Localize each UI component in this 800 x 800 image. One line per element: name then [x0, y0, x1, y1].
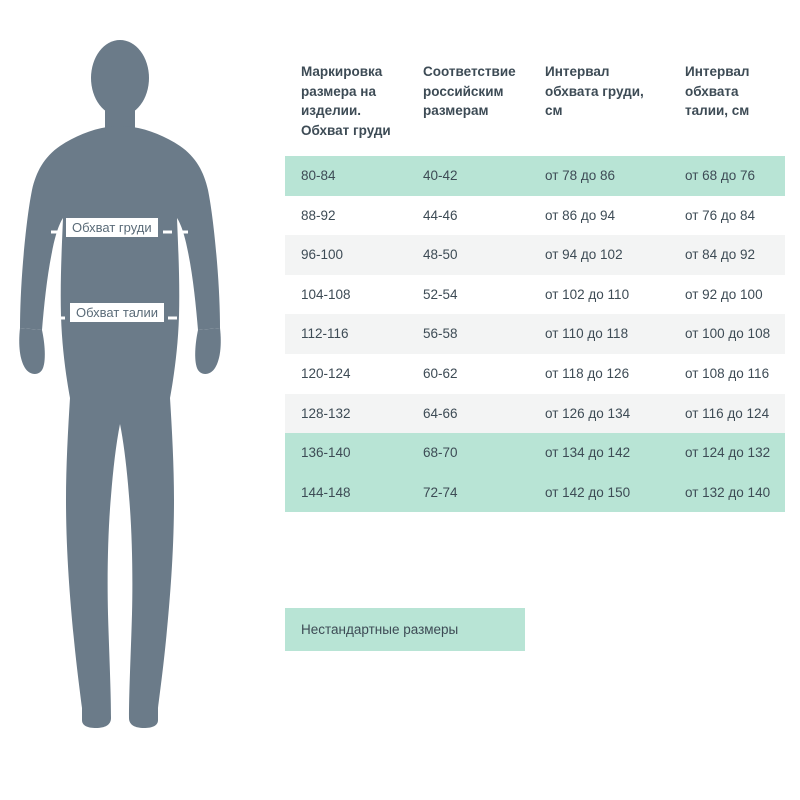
- size-table-wrapper: [285, 62, 785, 512]
- column-header-marking: Маркировка размера на изделии. Обхват груди: [301, 64, 391, 138]
- cell-chest-range: от 142 до 150: [529, 473, 669, 513]
- cell-chest-range: от 86 до 94: [529, 196, 669, 236]
- table-row: [285, 275, 785, 315]
- cell-marking: 80-84: [285, 156, 407, 196]
- size-table-body: [285, 156, 785, 512]
- cell-russian-size: 60-62: [407, 354, 529, 394]
- cell-russian-size: 72-74: [407, 473, 529, 513]
- cell-marking: 96-100: [285, 235, 407, 275]
- cell-marking: 120-124: [285, 354, 407, 394]
- size-table: [285, 62, 785, 512]
- cell-waist-range: от 92 до 100: [669, 275, 785, 315]
- waist-measure-label: Обхват талии: [70, 303, 164, 322]
- cell-waist-range: от 132 до 140: [669, 473, 785, 513]
- cell-russian-size: 68-70: [407, 433, 529, 473]
- male-body-silhouette-icon: [8, 30, 248, 730]
- cell-chest-range: от 78 до 86: [529, 156, 669, 196]
- cell-waist-range: от 100 до 108: [669, 314, 785, 354]
- nonstandard-sizes-note: Нестандартные размеры: [285, 608, 525, 651]
- cell-marking: 128-132: [285, 394, 407, 434]
- cell-waist-range: от 76 до 84: [669, 196, 785, 236]
- column-header-chest-range: Интервал обхвата груди, см: [545, 64, 644, 119]
- cell-russian-size: 48-50: [407, 235, 529, 275]
- table-row: [285, 433, 785, 473]
- cell-russian-size: 52-54: [407, 275, 529, 315]
- table-row: [285, 156, 785, 196]
- cell-waist-range: от 84 до 92: [669, 235, 785, 275]
- cell-chest-range: от 102 до 110: [529, 275, 669, 315]
- cell-waist-range: от 124 до 132: [669, 433, 785, 473]
- cell-waist-range: от 116 до 124: [669, 394, 785, 434]
- table-header-row: [285, 62, 785, 156]
- table-row: [285, 394, 785, 434]
- column-header-russian-size: Соответствие российским размерам: [423, 64, 516, 119]
- cell-russian-size: 44-46: [407, 196, 529, 236]
- cell-russian-size: 56-58: [407, 314, 529, 354]
- cell-chest-range: от 118 до 126: [529, 354, 669, 394]
- cell-marking: 112-116: [285, 314, 407, 354]
- table-row: [285, 235, 785, 275]
- table-row: [285, 314, 785, 354]
- table-row: [285, 196, 785, 236]
- cell-chest-range: от 134 до 142: [529, 433, 669, 473]
- cell-chest-range: от 94 до 102: [529, 235, 669, 275]
- cell-marking: 88-92: [285, 196, 407, 236]
- body-figure-area: [0, 0, 270, 800]
- column-header-waist-range: Интервал обхвата талии, см: [685, 64, 750, 119]
- cell-waist-range: от 68 до 76: [669, 156, 785, 196]
- table-row: [285, 473, 785, 513]
- cell-marking: 104-108: [285, 275, 407, 315]
- cell-marking: 136-140: [285, 433, 407, 473]
- chest-measure-label: Обхват груди: [66, 218, 158, 237]
- cell-russian-size: 40-42: [407, 156, 529, 196]
- table-row: [285, 354, 785, 394]
- cell-russian-size: 64-66: [407, 394, 529, 434]
- cell-waist-range: от 108 до 116: [669, 354, 785, 394]
- cell-chest-range: от 110 до 118: [529, 314, 669, 354]
- cell-chest-range: от 126 до 134: [529, 394, 669, 434]
- cell-marking: 144-148: [285, 473, 407, 513]
